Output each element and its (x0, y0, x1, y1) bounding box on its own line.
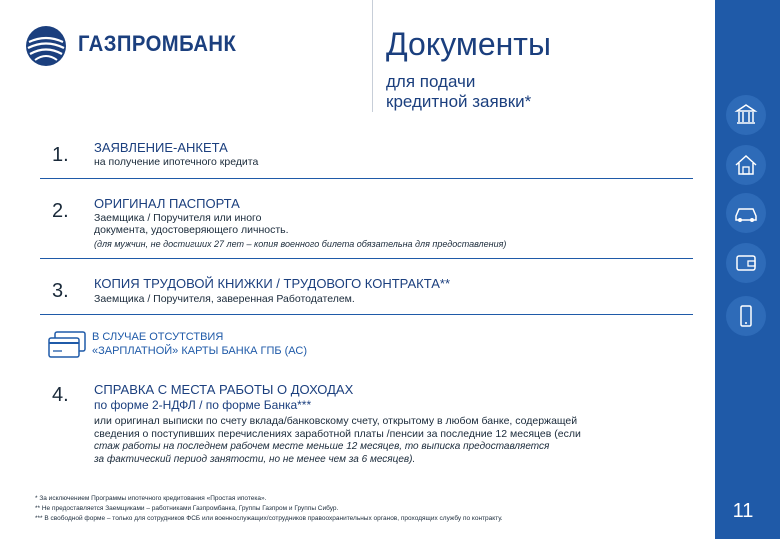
wallet-icon (726, 243, 766, 283)
item-1-number: 1. (52, 144, 69, 166)
item-2-sub-2: документа, удостоверяющего личность. (94, 224, 289, 236)
item-4-subheading: по форме 2-НДФЛ / по форме Банка*** (94, 398, 312, 412)
header-divider (372, 0, 373, 112)
item-4-heading: СПРАВКА С МЕСТА РАБОТЫ О ДОХОДАХ (94, 382, 354, 397)
salary-card-notice (92, 330, 307, 358)
item-4-note-1: стаж работы на последнем рабочем месте меньше 12 месяцев, то выписка предоставляется (94, 441, 550, 452)
item-1-sub: на получение ипотечного кредита (94, 156, 259, 168)
item-4-sub-1: или оригинал выписки по счету вклада/банковскому счету, открытому в любом банке, содержащей (94, 415, 578, 427)
item-1-divider (40, 178, 693, 179)
item-2-sub-1: Заемщика / Поручителя или иного (94, 212, 262, 224)
footnote-1: * За исключением Программы ипотечного кредитования «Простая ипотека». (35, 495, 267, 502)
footnote-2: ** Не предоставляется Заемщиками – работниками Газпромбанка, Группы Газпром и Группы Сибур. (35, 505, 339, 512)
item-2-note: (для мужчин, не достигших 27 лет – копия военного билета обязательна для предоставления) (94, 239, 507, 249)
item-3-sub: Заемщика / Поручителя, заверенная Работодателем. (94, 293, 355, 305)
subtitle-line-1: для подачи (386, 72, 476, 91)
item-3-number: 3. (52, 280, 69, 302)
house-icon (726, 145, 766, 185)
item-3-heading: КОПИЯ ТРУДОВОЙ КНИЖКИ / ТРУДОВОГО КОНТРАКТА** (94, 276, 451, 291)
footnote-3: *** В свободной форме – только для сотрудников ФСБ или военнослужащих/сотрудников правоохранительных органов, проходящих службу по контракту. (35, 515, 503, 522)
subtitle-line-2: кредитной заявки* (386, 92, 532, 111)
notice-line-2: «ЗАРПЛАТНОЙ» КАРТЫ БАНКА ГПБ (АС) (92, 345, 307, 357)
brand-name: ГАЗПРОМБАНК (78, 31, 237, 56)
footnotes (35, 494, 685, 524)
page-subtitle (386, 72, 606, 112)
item-2-number: 2. (52, 200, 69, 222)
item-2-divider (40, 258, 693, 259)
item-4-note-2: за фактический период занятости, но не менее чем за 6 месяцев). (94, 454, 416, 465)
page-title: Документы (386, 26, 551, 62)
card-icon (46, 330, 88, 360)
item-3-divider (40, 314, 693, 315)
phone-icon (726, 296, 766, 336)
gazprombank-logo-icon (24, 24, 68, 68)
notice-line-1: В СЛУЧАЕ ОТСУТСТВИЯ (92, 331, 224, 343)
item-4-number: 4. (52, 384, 69, 406)
item-4-sub-2: сведения о поступивших перечислениях заработной платы /пенсии за последние 12 месяцев (если (94, 428, 581, 440)
page-number: 11 (732, 500, 754, 522)
car-icon (726, 193, 766, 233)
item-2-heading: ОРИГИНАЛ ПАСПОРТА (94, 196, 240, 211)
item-1-heading: ЗАЯВЛЕНИЕ-АНКЕТА (94, 140, 228, 155)
bank-icon (726, 95, 766, 135)
